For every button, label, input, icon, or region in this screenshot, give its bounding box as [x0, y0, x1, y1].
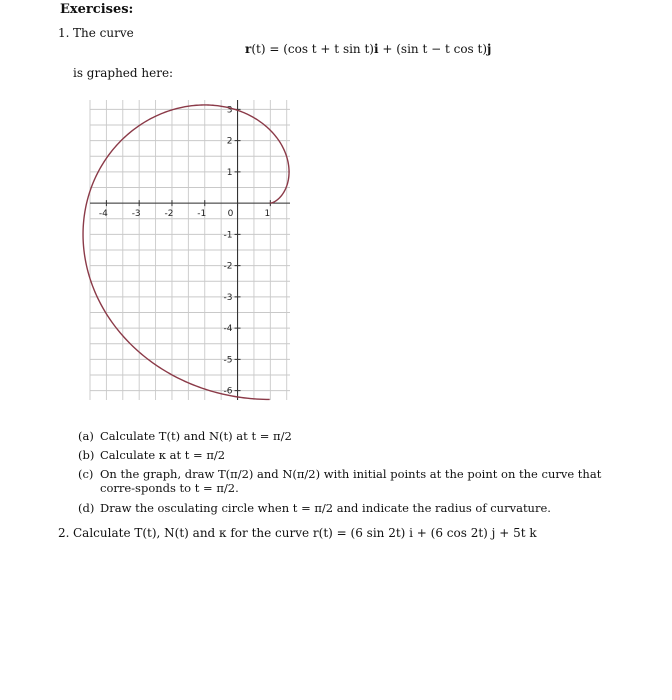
part-a-label: (a)	[78, 429, 94, 443]
x-tick-label: 1	[264, 209, 271, 220]
equation-r: r	[245, 42, 252, 56]
part-d-label: (d)	[78, 501, 95, 515]
part-d-text: Draw the osculating circle when t = π/2 and indicate the radius of curvature.	[100, 501, 551, 515]
curve-graph	[90, 100, 290, 400]
part-c	[78, 465, 638, 499]
part-c-label: (c)	[78, 467, 94, 481]
x-tick-label: -1	[197, 209, 207, 220]
y-tick-label: -1	[223, 230, 233, 241]
problem-1-parts	[78, 427, 638, 518]
problem-1-lead-text: The curve	[73, 26, 134, 40]
part-a	[78, 427, 638, 446]
problem-2-number: 2.	[58, 526, 70, 540]
part-d	[78, 499, 638, 518]
curve-equation	[245, 42, 491, 56]
y-tick-label: -5	[223, 355, 233, 366]
y-tick-label: -3	[223, 292, 233, 303]
graphed-here-text: is graphed here:	[73, 66, 174, 80]
y-tick-label: -2	[223, 261, 233, 272]
part-b	[78, 446, 638, 465]
x-tick-label: -3	[131, 209, 141, 220]
curve-line	[83, 105, 289, 400]
equation-j: j	[487, 42, 492, 56]
equation-i: i	[373, 42, 379, 56]
x-tick-label: 0	[227, 209, 234, 220]
problem-1-number: 1.	[58, 26, 70, 40]
equation-part-1: (t) = (cos t + t sin t)	[251, 42, 374, 56]
y-tick-label: -6	[223, 386, 233, 397]
y-tick-label: -4	[223, 324, 233, 335]
x-tick-label: -2	[164, 209, 174, 220]
equation-part-2: + (sin t − t cos t)	[378, 42, 488, 56]
part-b-label: (b)	[78, 448, 95, 462]
exercises-heading: Exercises:	[60, 2, 134, 17]
part-b-text: Calculate κ at t = π/2	[100, 448, 226, 462]
y-tick-label: 1	[226, 167, 233, 178]
x-tick-label: -4	[98, 209, 108, 220]
part-a-text: Calculate T(t) and N(t) at t = π/2	[100, 429, 292, 443]
y-tick-label: 3	[226, 105, 233, 116]
part-c-text: On the graph, draw T(π/2) and N(π/2) with initial points at the point on the curve that corre-sponds to t = π/2.	[100, 467, 602, 495]
problem-2-text: Calculate T(t), N(t) and κ for the curve r(t) = (6 sin 2t) i + (6 cos 2t) j + 5t k	[73, 526, 537, 540]
y-tick-label: 2	[226, 136, 233, 147]
